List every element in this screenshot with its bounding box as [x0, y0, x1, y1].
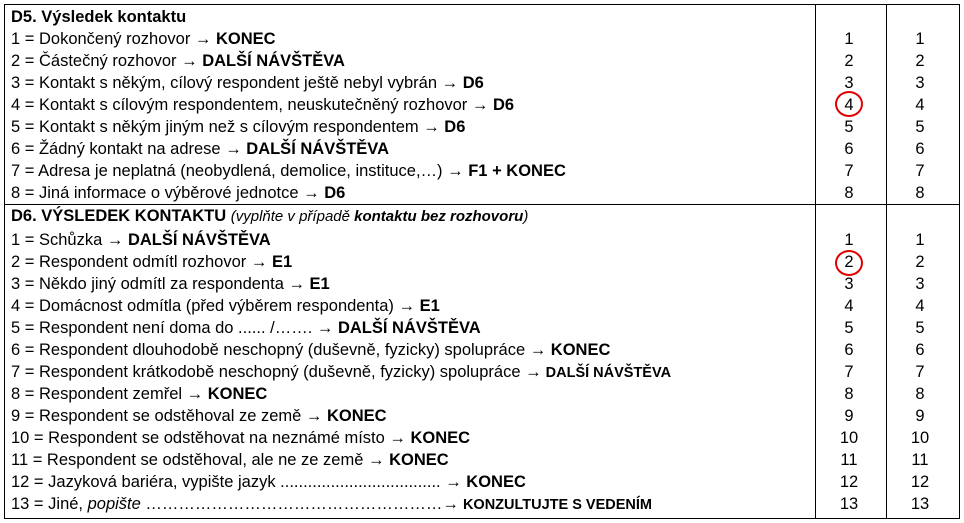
d5-option-text: 1 = Dokončený rozhovor → KONEC	[11, 30, 276, 48]
d6-row	[5, 361, 959, 383]
d6-row	[5, 471, 959, 493]
d6-routing-instruction: KONEC	[546, 341, 611, 359]
d6-routing-instruction: E1	[304, 275, 330, 293]
d6-code-col1[interactable]: 3	[844, 275, 854, 293]
arrow-icon: →	[471, 96, 489, 114]
d6-routing-instruction: DALŠÍ NÁVŠTĚVA	[123, 231, 271, 249]
d6-code-col2[interactable]: 11	[911, 451, 929, 469]
d5-row	[5, 160, 959, 182]
d5-code-col2[interactable]: 2	[915, 52, 925, 70]
d6-option-text: 6 = Respondent dlouhodobě neschopný (duševně, fyzicky) spolupráce → KONEC	[11, 341, 611, 359]
d5-row	[5, 116, 959, 138]
d5-row	[5, 138, 959, 160]
d6-option-text: 5 = Respondent není doma do ...... /……. → DALŠÍ NÁVŠTĚVA	[11, 319, 481, 337]
d6-routing-instruction: KONEC	[384, 451, 449, 469]
d6-code-col2[interactable]: 6	[915, 341, 925, 359]
d5-row	[5, 50, 959, 72]
d5-routing-instruction: D6	[319, 184, 346, 202]
d5-routing-instruction: DALŠÍ NÁVŠTĚVA	[197, 52, 345, 70]
arrow-icon: →	[442, 495, 459, 513]
arrow-icon: →	[305, 407, 323, 425]
d6-row	[5, 229, 959, 251]
d6-routing-instruction: DALŠÍ NÁVŠTĚVA	[541, 365, 672, 381]
d6-code-col2[interactable]: 1	[915, 231, 925, 249]
d6-routing-instruction: KONZULTUJTE S VEDENÍM	[458, 497, 652, 513]
d5-row	[5, 72, 959, 94]
d5-code-col2[interactable]: 6	[915, 140, 925, 158]
d5-routing-instruction: D6	[458, 74, 484, 92]
d6-code-col2[interactable]: 4	[915, 297, 925, 315]
d6-row	[5, 317, 959, 339]
d6-code-col1[interactable]: 4	[844, 297, 854, 315]
arrow-icon: →	[250, 253, 268, 271]
arrow-icon: →	[225, 140, 242, 158]
d5-code-col1[interactable]: 8	[844, 184, 854, 202]
d6-code-col2[interactable]: 9	[915, 407, 925, 425]
d6-row	[5, 405, 959, 427]
d6-code-col1[interactable]: 5	[844, 319, 854, 337]
d6-option-text: 10 = Respondent se odstěhovat na neznámé místo → KONEC	[11, 429, 471, 447]
d6-code-col2[interactable]: 5	[915, 319, 925, 337]
arrow-icon: →	[529, 341, 547, 359]
d6-code-col1[interactable]: 6	[844, 341, 854, 359]
d6-option-text: 13 = Jiné, popište ………………………………………………→ KONZULTUJTE S VEDENÍM	[11, 495, 652, 513]
d6-code-col1[interactable]: 11	[840, 451, 858, 469]
d5-code-col2[interactable]: 4	[915, 96, 925, 114]
d6-option-text: 11 = Respondent se odstěhoval, ale ne ze země → KONEC	[11, 451, 449, 469]
d5-option-text: 8 = Jiná informace o výběrové jednotce → D6	[11, 184, 346, 202]
arrow-icon: →	[186, 385, 204, 403]
d6-row	[5, 295, 959, 317]
d5-option-text: 4 = Kontakt s cílovým respondentem, neuskutečněný rozhovor → D6	[11, 96, 515, 114]
arrow-icon: →	[316, 319, 334, 337]
d6-title-row	[5, 205, 959, 227]
arrow-icon: →	[441, 74, 459, 92]
d6-code-col2[interactable]: 12	[910, 473, 930, 491]
d6-option-text: 8 = Respondent zemřel → KONEC	[11, 385, 268, 403]
d5-title-row	[5, 6, 959, 28]
d5-routing-instruction: D6	[439, 118, 466, 136]
d6-code-col1[interactable]: 2	[844, 253, 854, 271]
selected-answer-circle-d5	[835, 91, 863, 117]
d5-code-col1[interactable]: 7	[844, 162, 854, 180]
d5-title: D5. Výsledek kontaktu	[11, 8, 187, 26]
d6-option-text: 4 = Domácnost odmítla (před výběrem respondenta) → E1	[11, 297, 440, 315]
d6-row	[5, 449, 959, 471]
d6-title-group	[11, 205, 528, 228]
d5-option-text: 2 = Částečný rozhovor → DALŠÍ NÁVŠTĚVA	[11, 52, 345, 70]
d5-code-col1[interactable]: 3	[844, 74, 854, 92]
d6-routing-instruction: DALŠÍ NÁVŠTĚVA	[333, 319, 481, 337]
d6-option-text: 2 = Respondent odmítl rozhovor → E1	[11, 253, 293, 271]
d6-code-col2[interactable]: 13	[910, 495, 930, 513]
d5-option-text: 7 = Adresa je neplatná (neobydlená, demolice, instituce,…) → F1 + KONEC	[11, 162, 566, 180]
d6-code-col2[interactable]: 7	[915, 363, 925, 381]
d6-row	[5, 251, 959, 273]
d6-code-col1[interactable]: 13	[839, 495, 859, 513]
arrow-icon: →	[389, 429, 406, 447]
d5-code-col2[interactable]: 1	[915, 30, 925, 48]
selected-answer-circle-d6	[835, 250, 863, 276]
d5-code-col1[interactable]: 2	[844, 52, 854, 70]
arrow-icon: →	[398, 297, 415, 315]
d5-code-col2[interactable]: 8	[915, 184, 925, 202]
arrow-icon: →	[367, 451, 385, 469]
arrow-icon: →	[525, 363, 542, 381]
d6-code-col2[interactable]: 10	[910, 429, 930, 447]
d5-code-col2[interactable]: 5	[915, 118, 925, 136]
d6-code-col2[interactable]: 2	[915, 253, 925, 271]
d5-row	[5, 182, 959, 204]
d6-row	[5, 427, 959, 449]
arrow-icon: →	[194, 30, 212, 48]
d5-code-col2[interactable]: 7	[915, 162, 925, 180]
arrow-icon: →	[106, 231, 124, 249]
d6-row	[5, 493, 959, 515]
d6-note: (vyplňte v případě kontaktu bez rozhovoru)	[230, 208, 529, 225]
d6-routing-instruction: KONEC	[322, 407, 387, 425]
arrow-icon: →	[303, 184, 320, 202]
d6-code-col1[interactable]: 12	[839, 473, 859, 491]
d6-routing-instruction: E1	[414, 297, 440, 315]
d6-routing-instruction: KONEC	[461, 473, 526, 491]
d6-option-text: 12 = Jazyková bariéra, vypište jazyk ................................... → KONEC	[11, 473, 526, 491]
d5-option-text: 6 = Žádný kontakt na adrese → DALŠÍ NÁVŠTĚVA	[11, 140, 389, 158]
d6-routing-instruction: E1	[267, 253, 293, 271]
d6-code-col1[interactable]: 9	[844, 407, 854, 425]
d5-code-col1[interactable]: 6	[844, 140, 854, 158]
arrow-icon: →	[447, 162, 464, 180]
arrow-icon: →	[423, 118, 440, 136]
d6-title: D6. VÝSLEDEK KONTAKTU	[11, 207, 227, 225]
arrow-icon: →	[181, 52, 198, 70]
arrow-icon: →	[288, 275, 305, 293]
d5-code-col2[interactable]: 3	[915, 74, 925, 92]
d6-code-col1[interactable]: 8	[844, 385, 854, 403]
d6-option-text: 9 = Respondent se odstěhoval ze země → KONEC	[11, 407, 387, 425]
d5-code-col1[interactable]: 5	[844, 118, 854, 136]
d6-row	[5, 273, 959, 295]
d5-option-text: 3 = Kontakt s někým, cílový respondent ještě nebyl vybrán → D6	[11, 74, 484, 92]
d6-routing-instruction: KONEC	[405, 429, 471, 447]
d5-routing-instruction: D6	[488, 96, 515, 114]
d5-option-text: 5 = Kontakt s někým jiným než s cílovým respondentem → D6	[11, 118, 466, 136]
d5-routing-instruction: F1 + KONEC	[463, 162, 566, 180]
arrow-icon: →	[445, 473, 462, 491]
d5-routing-instruction: KONEC	[211, 30, 276, 48]
d5-code-col1[interactable]: 1	[844, 30, 854, 48]
d5-routing-instruction: DALŠÍ NÁVŠTĚVA	[241, 140, 389, 158]
d6-code-col1[interactable]: 1	[844, 231, 854, 249]
d6-routing-instruction: KONEC	[203, 385, 268, 403]
d6-row	[5, 383, 959, 405]
d5-code-col1[interactable]: 4	[844, 96, 854, 114]
d6-option-text: 1 = Schůzka → DALŠÍ NÁVŠTĚVA	[11, 231, 271, 249]
d6-option-text: 3 = Někdo jiný odmítl za respondenta → E1	[11, 275, 330, 293]
d6-code-col1[interactable]: 10	[839, 429, 859, 447]
d6-option-text: 7 = Respondent krátkodobě neschopný (duševně, fyzicky) spolupráce → DALŠÍ NÁVŠTĚVA	[11, 363, 672, 381]
questionnaire-table	[4, 4, 960, 519]
d6-row	[5, 339, 959, 361]
d6-code-col2[interactable]: 3	[915, 275, 925, 293]
d5-row	[5, 94, 959, 116]
d6-code-col1[interactable]: 7	[844, 363, 854, 381]
d6-code-col2[interactable]: 8	[915, 385, 925, 403]
d5-row	[5, 28, 959, 50]
